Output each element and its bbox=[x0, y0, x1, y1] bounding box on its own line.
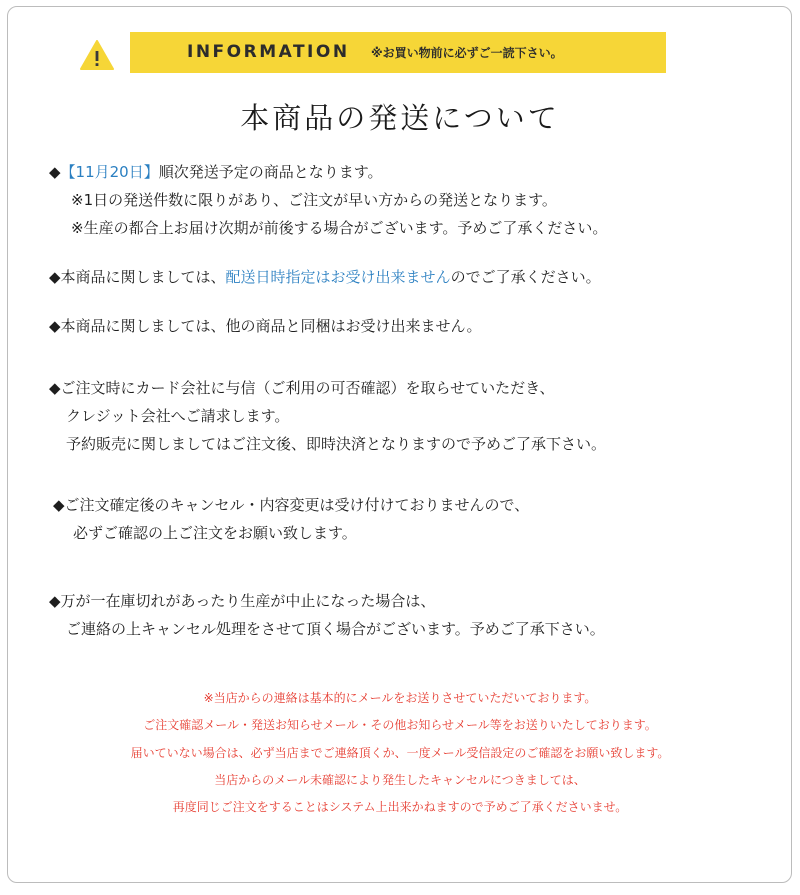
notice-text: のでご了承ください。 bbox=[450, 268, 601, 286]
email-notice-line: ご注文確認メール・発送お知らせメール・その他お知らせメール等をお送りいたしております。 bbox=[143, 718, 657, 732]
banner-note: ※お買い物前に必ずご一読下さい。 bbox=[371, 46, 563, 60]
email-notice-line: 当店からのメール未確認により発生したキャンセルにつきましては、 bbox=[214, 773, 586, 787]
note-line: ※生産の都合上お届け次期が前後する場合がございます。予めご了承ください。 bbox=[71, 219, 608, 237]
payment-notice-line: ◆ご注文時にカード会社に与信（ご利用の可否確認）を取らせていただき、 bbox=[49, 379, 555, 397]
warning-triangle-icon bbox=[80, 40, 114, 70]
stock-notice-line: ◆万が一在庫切れがあったり生産が中止になった場合は、 bbox=[49, 592, 436, 610]
email-notice-line: ※当店からの連絡は基本的にメールをお送りさせていただいております。 bbox=[203, 691, 597, 705]
notice-text: ◆本商品に関しましては、 bbox=[49, 268, 226, 286]
bundling-notice: ◆本商品に関しましては、他の商品と同梱はお受け出来ません。 bbox=[49, 317, 482, 335]
shipping-date-line bbox=[49, 161, 383, 183]
cancellation-notice-line: ◆ご注文確定後のキャンセル・内容変更は受け付けておりませんので、 bbox=[53, 496, 530, 514]
cancellation-notice-line: 必ずご確認の上ご注文をお願い致します。 bbox=[73, 524, 357, 542]
payment-notice-line: クレジット会社へご請求します。 bbox=[66, 407, 290, 425]
information-banner bbox=[130, 32, 666, 73]
stock-notice-line: ご連絡の上キャンセル処理をさせて頂く場合がございます。予めご了承下さい。 bbox=[66, 620, 605, 638]
delivery-time-notice bbox=[49, 266, 601, 288]
payment-notice-line: 予約販売に関しましてはご注文後、即時決済となりますので予めご了承下さい。 bbox=[66, 435, 607, 453]
email-notice-line: 再度同じご注文をすることはシステム上出来かねますので予めご了承くださいませ。 bbox=[172, 800, 628, 814]
bullet: ◆ bbox=[49, 163, 61, 181]
note-line: ※1日の発送件数に限りがあり、ご注文が早い方からの発送となります。 bbox=[71, 191, 557, 209]
email-notice-line: 届いていない場合は、必ず当店までご連絡頂くか、一度メール受信設定のご確認をお願い致します。 bbox=[130, 746, 670, 760]
release-date: 【11月20日】 bbox=[60, 163, 159, 181]
banner-title: INFORMATION bbox=[187, 42, 350, 62]
page-title: 本商品の発送について bbox=[240, 101, 560, 135]
shipping-date-text: 順次発送予定の商品となります。 bbox=[158, 163, 383, 181]
no-time-designation: 配送日時指定はお受け出来ません bbox=[225, 268, 451, 286]
